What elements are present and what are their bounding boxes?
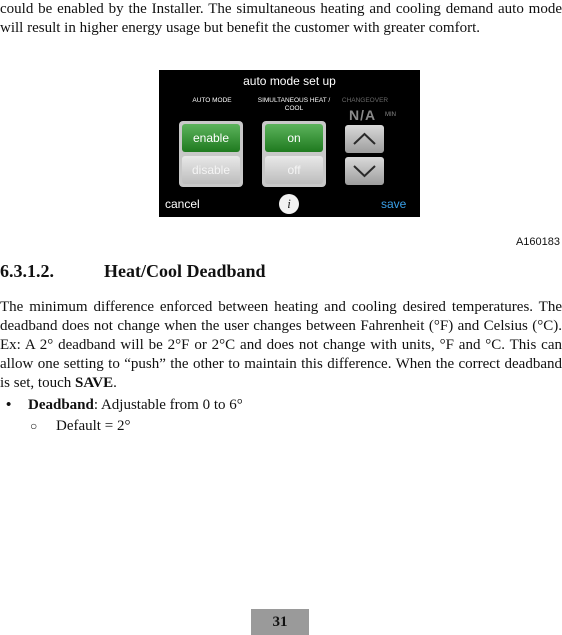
save-keyword: SAVE xyxy=(75,375,114,391)
on-button[interactable]: on xyxy=(265,124,323,152)
screen-title: auto mode set up xyxy=(243,74,336,88)
changeover-value: N/A xyxy=(349,107,377,123)
intro-paragraph: could be enabled by the Installer. The simultaneous heating and cooling demand auto mode will result in higher energy usage but benefit the customer with greater comfort. xyxy=(0,1,562,36)
section-heading xyxy=(0,261,266,282)
bullet-desc: : Adjustable from 0 to 6° xyxy=(93,397,243,413)
off-button[interactable]: off xyxy=(265,156,323,184)
body-paragraph xyxy=(0,298,562,393)
sub-bullet-text: Default = 2° xyxy=(56,418,131,434)
sub-bullet-item xyxy=(30,418,130,435)
simultaneous-toggle xyxy=(262,121,326,187)
info-button[interactable]: i xyxy=(279,194,299,214)
chevron-up-icon xyxy=(345,125,384,153)
bullet-term: Deadband xyxy=(28,397,94,413)
simultaneous-label: SIMULTANEOUS HEAT / COOL xyxy=(257,97,331,112)
page-number: 31 xyxy=(251,609,309,635)
save-button[interactable]: save xyxy=(381,197,407,211)
sub-bullet-symbol: ○ xyxy=(30,419,38,433)
body-text: The minimum difference enforced between heating and cooling desired temperatures. The deadband does not change when the user changes between Fahrenheit (°F) and Celsius (°C). Ex: A 2° deadband will be 2°F or 2°C and does not change with units, °F and °C. This can allow one setting to “push” the other to maintain this difference. When the correct deadband is set, touch xyxy=(0,299,562,391)
changeover-down-button[interactable] xyxy=(345,157,384,185)
auto-mode-label: AUTO MODE xyxy=(192,97,232,104)
disable-button[interactable]: disable xyxy=(182,156,240,184)
figure-code: A160183 xyxy=(515,236,560,248)
cancel-button[interactable]: cancel xyxy=(165,197,200,211)
changeover-up-button[interactable] xyxy=(345,125,384,153)
bullet-item xyxy=(6,397,243,414)
changeover-label: CHANGEOVER xyxy=(341,97,389,104)
section-number: 6.3.1.2. xyxy=(0,261,54,281)
body-text-end: . xyxy=(113,375,117,391)
auto-mode-toggle xyxy=(179,121,243,187)
bullet-symbol: • xyxy=(6,397,12,413)
chevron-down-icon xyxy=(345,157,384,185)
thermostat-screen xyxy=(159,70,420,217)
changeover-unit: MIN xyxy=(385,112,396,118)
enable-button[interactable]: enable xyxy=(182,124,240,152)
section-title: Heat/Cool Deadband xyxy=(104,261,266,281)
